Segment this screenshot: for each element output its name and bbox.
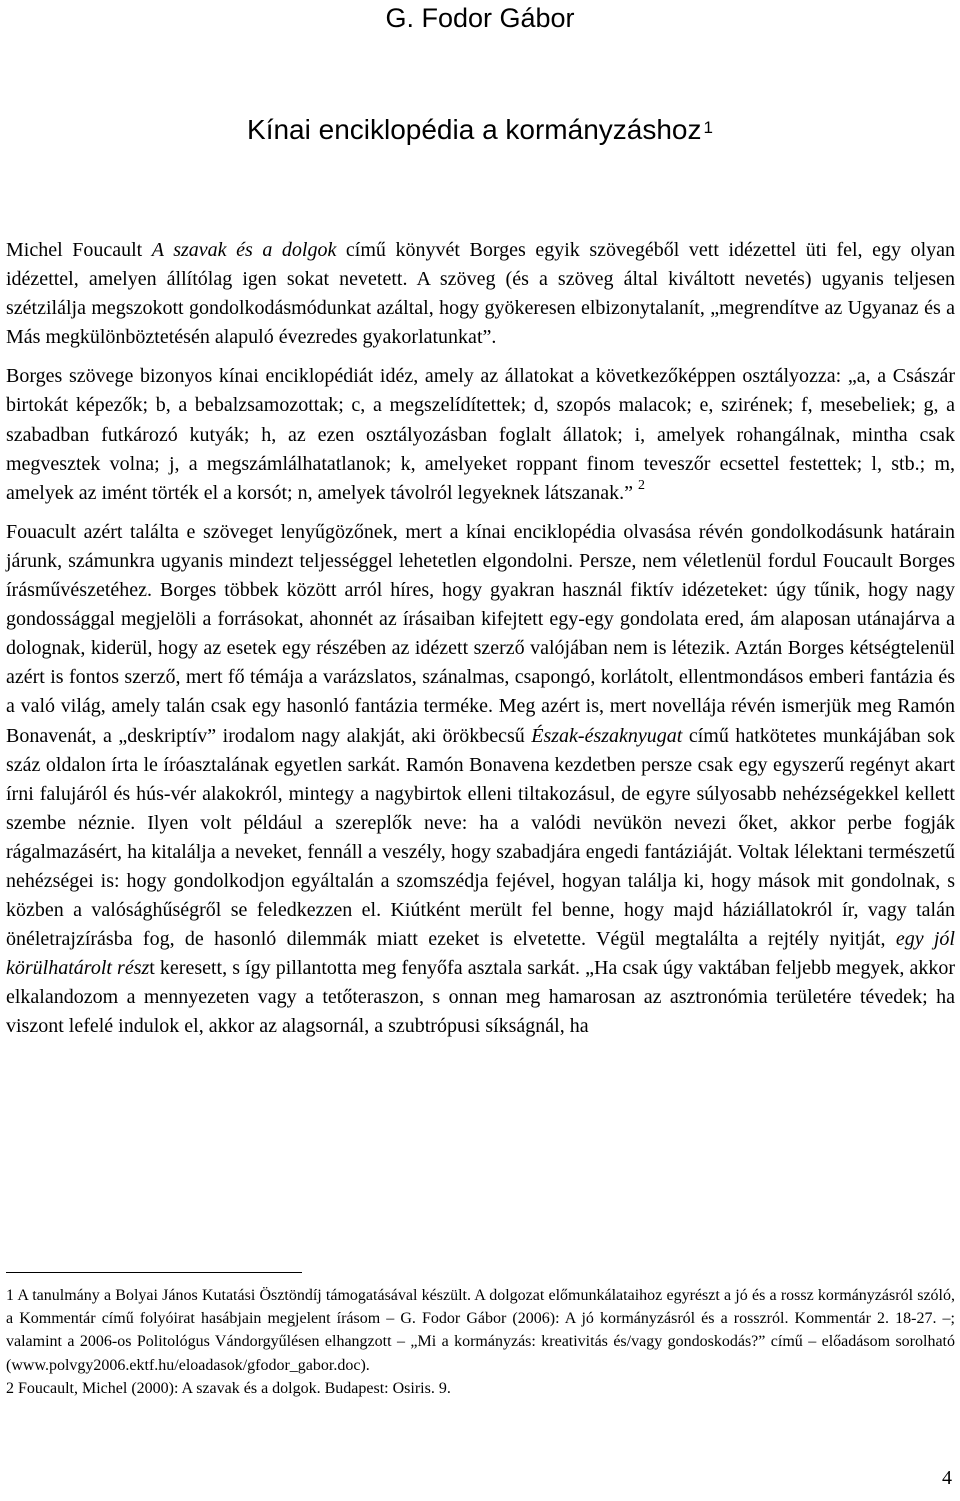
paragraph-3	[6, 518, 955, 1042]
novel-title-italic: Észak-északnyugat	[531, 724, 683, 747]
paragraph-1-part-a: Michel Foucault	[6, 239, 152, 261]
footnote-1: 1 A tanulmány a Bolyai János Kutatási Ösztöndíj támogatásával készült. A dolgozat előmunkálataihoz egyrészt a jó és a rossz kormányzásról szóló, a Kommentár című folyóirat hasábjain megjelent írásom – G. Fodor Gábor (2006): A jó kormányzásról és a rosszról. Kommentár 2. 18-27. –; valamint a 2006-os Politológus Vándorgyűlésen elhangzott – „Mi a kormányzás: kreativitás és/vagy gondoskodás?” című – előadásom sorolható (www.polvgy2006.ektf.hu/eloadasok/gfodor_gabor.doc).	[6, 1287, 955, 1374]
body-text	[6, 236, 955, 1052]
page-number: 4	[942, 1467, 952, 1489]
author-heading: G. Fodor Gábor	[385, 3, 575, 33]
book-title-italic: A szavak és a dolgok	[151, 239, 337, 261]
footnote-2: 2 Foucault, Michel (2000): A szavak és a dolgok. Budapest: Osiris. 9.	[6, 1379, 451, 1397]
emphasis-italic: egy jól körülhatárolt rész	[6, 928, 955, 980]
paragraph-1	[6, 236, 955, 352]
footnotes	[6, 1284, 955, 1400]
paragraph-3-part-c: t keresett, s így pillantotta meg fenyőfa asztala sarkát. „Ha csak úgy vaktában feljebb megyek, akkor elkalandozom a mennyezeten vagy a tetőteraszon, s onnan meg hamarosan az asztronómia területére tévedek; ha viszont lefelé indulok el, akkor az alagsornál, a szubtrópusi síkságnál, ha	[6, 957, 956, 1038]
footnote-ref-1[interactable]: 1	[703, 118, 713, 137]
footnote-separator	[6, 1272, 302, 1273]
paragraph-2	[6, 362, 955, 507]
paragraph-2-text: Borges szövege bizonyos kínai enciklopédiát idéz, amely az állatokat a következőképpen osztályozza: „a, a Császár birtokát képezők; b, a bebalzsamozottak; c, a megszelídítettek; d, szopós malacok; e, szirének; f, mesebeliek; g, a szabadban futkározó kutyák; h, az ezen osztályozásban foglalt állatok; i, amelyek rohangálnak, mintha csak megvesztek volna; j, a megszámlálhatatlanok; k, amelyeket roppant finom teveszőr ecsettel festettek; l, stb.; m, amelyek az imént törték el a korsót; n, amelyek távolról legyeknek látszanak.”	[6, 365, 955, 504]
paragraph-1-part-b: című könyvét Borges egyik szövegéből vett idézettel üti fel, egy olyan idézettel, amelyen állítólag igen sokat nevetett. A szöveg (és a szöveg által kiváltott nevetés) ugyanis teljesen szétzilálja megszokott gondolkodásmódunkat azáltal, hogy gyökeresen elbizonytalanít, „megrendítve az Ugyanaz és a Más megkülönböztetésén alapuló évezredes gyakorlatunkat”.	[6, 239, 956, 349]
page-title	[0, 113, 960, 151]
title-text: Kínai enciklopédia a kormányzáshoz	[247, 114, 702, 145]
paragraph-3-part-b: című hatkötetes munkájában sok száz oldalon írta le íróasztalának egyetlen sarkát. Ramón Bonavena kezdetben persze csak egy egyszerű regényt akart írni falujáról és hús-vér alakokról, mintegy a nagybirtok elleni tiltakozásul, de egyre súlyosabb nehézségekkel kellett szembe néznie. Ilyen volt például a szereplők neve: ha a valódi nevükön nevezi őket, akkor perbe fogják rágalmazásért, ha kitalálja a neveket, fennáll a veszély, hogy szabadjára engedi fantáziáját. Voltak lélektani természetű nehézségei is: hogy gondolkodjon egyáltalán a szomszédja fejével, hogyan találja ki, hogy mások mit gondolnak, s közben a valósághűségről se feledkezzen el. Kiútként merült fel benne, hogy majd háziállatokról ír, vagy talán önéletrajzírásba fog, de hasonló dilemmák miatt ezeket is elvetette. Végül megtalálta a rejtély nyitját,	[6, 724, 955, 951]
paragraph-3-part-a: Fouacult azért találta e szöveget lenyűgözőnek, mert a kínai enciklopédia olvasása révén gondolkodásunk határain járunk, számunkra ugyanis mindezt teljességgel lehetetlen elgondolni. Persze, nem véletlenül fordul Foucault Borges írásművészetéhez. Borges többek között arról híres, hogy gyakran használ fiktív idézeteket: úgy tűnik, hogy nagy gondossággal megjelöli a forrásokat, ahonnét az írásaiban kifejtett egy-egy gondolata ered, ám alaposan utánajárva a dolognak, kiderül, hogy az esetek egy részében az idézett szerző valójában nem is létezik. Aztán Borges kétségtelenül azért is fontos szerző, mert fő témája a varázslatos, szánalmas, csapongó, korlátolt, ellentmondásos emberi fantázia és a való világ, amely talán csak egy hasonló fantázia terméke. Meg azért is, mert novellája révén ismerjük meg Ramón Bonavenát, a „deskriptív” irodalom nagy alakját, aki örökbecsű	[6, 520, 955, 747]
footnote-ref-2[interactable]: 2	[637, 478, 645, 494]
